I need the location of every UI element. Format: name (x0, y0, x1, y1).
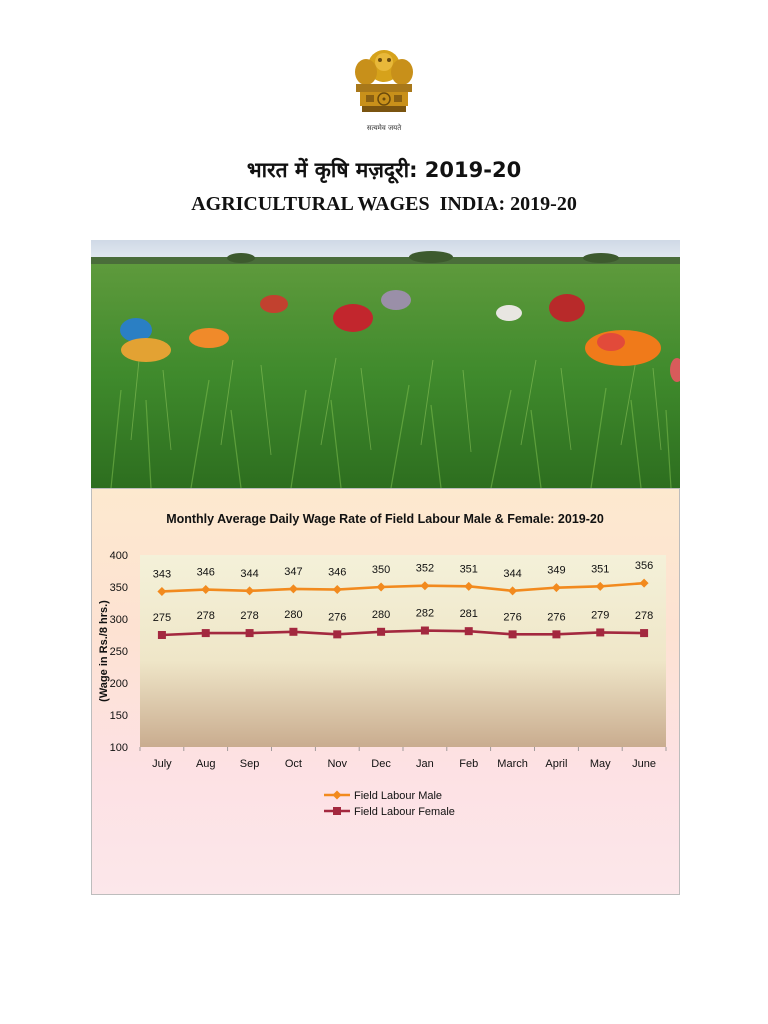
data-label: 350 (371, 564, 391, 576)
data-point-female (596, 628, 604, 636)
data-point-female (289, 628, 297, 636)
y-tick-label: 100 (109, 742, 128, 754)
y-tick-label: 350 (109, 582, 128, 594)
x-tick-label: March (497, 758, 528, 770)
y-tick-label: 200 (109, 678, 128, 690)
data-label: 347 (284, 565, 303, 578)
data-label: 344 (503, 567, 522, 580)
data-point-female (509, 630, 517, 638)
data-label: 281 (459, 608, 478, 621)
y-tick-label: 400 (109, 550, 128, 562)
legend-marker (333, 807, 341, 815)
data-point-female (640, 629, 648, 637)
y-tick-label: 150 (109, 710, 128, 722)
x-tick-label: Feb (459, 758, 479, 770)
data-label: 275 (152, 612, 172, 624)
x-tick-label: June (632, 758, 657, 770)
emblem-motto: सत्यमेव जयते (366, 124, 402, 132)
data-label: 349 (547, 564, 566, 577)
y-tick-label: 250 (109, 646, 128, 658)
x-tick-label: Nov (327, 758, 348, 770)
data-label: 346 (196, 566, 215, 579)
data-label: 351 (591, 563, 610, 576)
data-label: 344 (240, 567, 259, 580)
data-label: 278 (196, 610, 215, 623)
legend-label: Field Labour Female (354, 806, 455, 818)
field-workers-photo (91, 240, 680, 488)
data-label: 351 (459, 563, 478, 576)
x-tick-label: May (589, 758, 611, 770)
x-tick-label: Sep (239, 758, 260, 770)
y-axis-label: (Wage in Rs./8 hrs.) (98, 600, 110, 702)
data-label: 280 (371, 608, 391, 621)
y-tick-label: 300 (109, 614, 128, 626)
national-emblem-icon (346, 44, 422, 136)
data-label: 282 (415, 607, 435, 620)
x-tick-label: Jan (416, 758, 434, 770)
data-label: 356 (634, 560, 654, 573)
page-title-hindi: भारत में कृषि मज़दूरी: 2019-20 (246, 158, 522, 182)
data-label: 276 (328, 611, 347, 624)
chart-legend (324, 790, 455, 818)
x-tick-label: July (152, 758, 172, 770)
data-label: 276 (547, 611, 566, 624)
x-tick-label: Oct (284, 758, 302, 770)
chart-title: Monthly Average Daily Wage Rate of Field Labour Male & Female: 2019-20 (166, 512, 604, 526)
x-tick-label: Dec (371, 758, 391, 770)
plot-area (140, 555, 666, 747)
data-label: 276 (503, 611, 522, 624)
page-title-english: AGRICULTURAL WAGES INDIA: 2019-20 (191, 193, 577, 215)
legend-label: Field Labour Male (354, 790, 443, 802)
data-point-female (552, 630, 560, 638)
data-point-female (421, 627, 429, 635)
data-point-female (465, 627, 473, 635)
data-label: 278 (240, 610, 259, 623)
wage-line-chart (92, 489, 679, 894)
data-label: 280 (284, 608, 303, 621)
x-tick-label: Aug (195, 758, 216, 770)
data-label: 352 (415, 562, 435, 575)
data-point-female (333, 630, 341, 638)
data-label: 346 (328, 566, 347, 579)
data-point-female (158, 631, 166, 639)
legend-marker (333, 791, 342, 800)
data-label: 343 (152, 568, 172, 581)
data-point-female (202, 629, 210, 637)
wage-chart-panel (91, 488, 680, 895)
x-tick-label: April (545, 758, 568, 770)
data-point-female (246, 629, 254, 637)
data-label: 279 (591, 609, 610, 622)
data-label: 278 (634, 610, 654, 623)
data-point-female (377, 628, 385, 636)
